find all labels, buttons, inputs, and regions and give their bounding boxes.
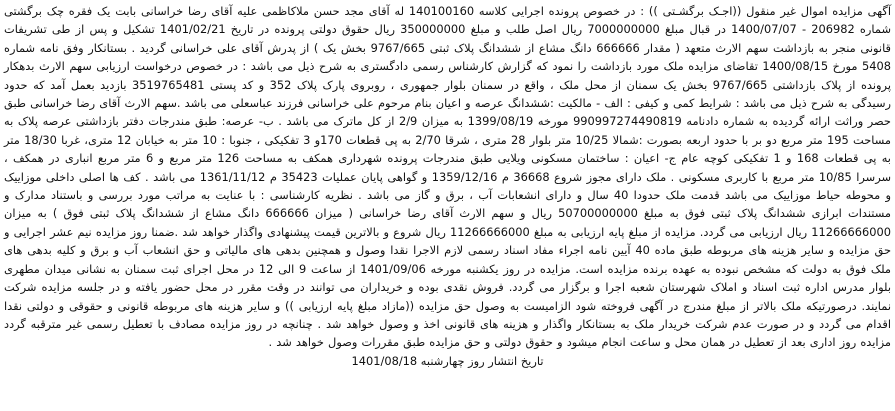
publication-date: تاریخ انتشار روز چهارشنبه 1401/08/18 — [351, 353, 544, 368]
notice-body-text: آگهی مزایده اموال غیر منقول ((اجـک برگشـتی )) : در خصوص پرونده اجرایی کلاسه 140100160 له آقای مجد حسن ملاکاظمی علیه آقای رضا خراسانی بابت یک فقره چک برگشتی شماره 206982 - 1400/07/07 در قبال مبلغ 7000000000 ریال اصل طلب و مبلغ 350000000 ریال حقوق دولتی پرونده در تاریخ 1401/02/21 تشکیل و پس از طی تشریفات قانونی منجر به بازداشت سهم الارث متعهد ( مقدار 666666 دانگ مشاع از ششدانگ پلاک ثبتی 9767/665 بخش یک ) از پدرش آقای علی خراسانی گردید . بستانکار وفق نامه شماره 5408 مورخ 1400/08/15 تقاضای مزایده ملک مورد بازداشت را نمود که گزارش کارشناس رسمی دادگستری به شرح ذیل می باشد : در خصوص درخواست ارزیابی سهم الارث بدهکار پرونده از پلاک بازداشتی 9767/665 بخش یک سمنان از محل ملک ، واقع در سمنان بلوار جمهوری ، روبروی پارک پلاک 352 و کد پستی 3519765481 بازدید بعمل آمد که حدود رسیدگی به شرح ذیل می باشد : شرایط کمی و کیفی : الف - مالکیت :ششدانگ عرصه و اعیان بنام مرحوم علی خراسانی فرزند عباسعلی می باشد .سهم الارث آقای رضا خراسانی طبق حصر وراثت ارائه گردیده به شماره دادنامه 990997274490819 مورخه 1399/08/19 به میزان 2/9 از کل ماترک می باشد . ب- عرصه: طبق مندرجات دفتر بازداشتی عرصه پلاک به مساحت 195 متر مربع دو بر با حدود اربعه بصورت :شمالا 10/25 متر بلوار 28 متری ، شرقا 2/70 به پی قطعات 170و 3 تفکیکی ، جنوبا : 10 متر به خیابان 12 متری، غربا 18/30 متر به پی قطعات 168 و 1 تفکیکی کوچه عام ج- اعیان : ساختمان مسکونی ویلایی طبق مندرجات پرونده شهرداری همکف به مساحت 126 متر مربع و 6 متر مربع انباری در همکف ، سرسرا 10/85 متر مربع با کاربری مسکونی . ملک دارای مجوز شروع 36668 م 1359/12/16 و گواهی پایان عملیات 35423 م 1361/11/12 می باشد . کف ها اصلی داخلی موزاییک و محوطه حیاط موزاییک می باشد قدمت ملک حدودا 40 سال و دارای انشعابات آب ، برق و گاز می باشد . نظریه کارشناسی : با عنایت به مراتب مورد بررسی و باستناد مدارک و مستندات ابرازی ششدانگ پلاک ثبتی فوق به مبلغ 50700000000 ریال و سهم الارث آقای رضا خراسانی ( میزان 666666 دانگ مشاع از ششدانگ پلاک ثبتی فوق ) به میزان 11266666000 ریال ارزیابی می گردد. مزایده از مبلغ پایه ارزیابی به مبلغ 11266666000 ریال شروع و بالاترین قیمت پیشنهادی واگذار خواهد شد .ضمنا روز مزایده نیم عشر اجرایی و حق مزایده و سایر هزینه های مربوطه طبق ماده 40 آیین نامه اجراء مفاد اسناد رسمی لازم الاجرا نقدا وصول و همچنین بدهی های مالیاتی و حق انشعاب آب و برق و کلیه بدهی های ملک فوق به دولت که مشخص نبوده به عهده برنده مزایده است. مزایده در روز یکشنبه مورخه 1401/09/06 از ساعت 9 الی 12 در محل اجرای ثبت سمنان به نشانی میدان مطهری بلوار مدرس اداره ثبت اسناد و املاک شهرستان شعبه اجرا و برگزار می گردد. فروش نقدی بوده و خریداران می توانند در وقت مقرر در محل حضور یافته و در جلسه مزایده شرکت نمایند. درصورتیکه ملک بالاتر از مبلغ مندرج در آگهی فروخته شود الزامیست به وصول حق مزایده ((مازاد مبلغ پایه ارزیابی )) و سایر هزینه های مربوطه قانونی و حقوقی و دولتی نقدا اقدام می گردد و در صورت عدم شرکت خریدار ملک به بستانکار واگذار و هزینه های قانونی اخذ و وصول خواهد شد . چنانچه در روز مزایده مصادف با تعطیل رسمی غیر مترقبه گردد مزایده روز اداری بعد از تعطیل در همان محل و ساعت انجام میشود و حقوق دولتی و حق مزایده طبق مقررات وصول خواهد شد . — [4, 4, 892, 350]
